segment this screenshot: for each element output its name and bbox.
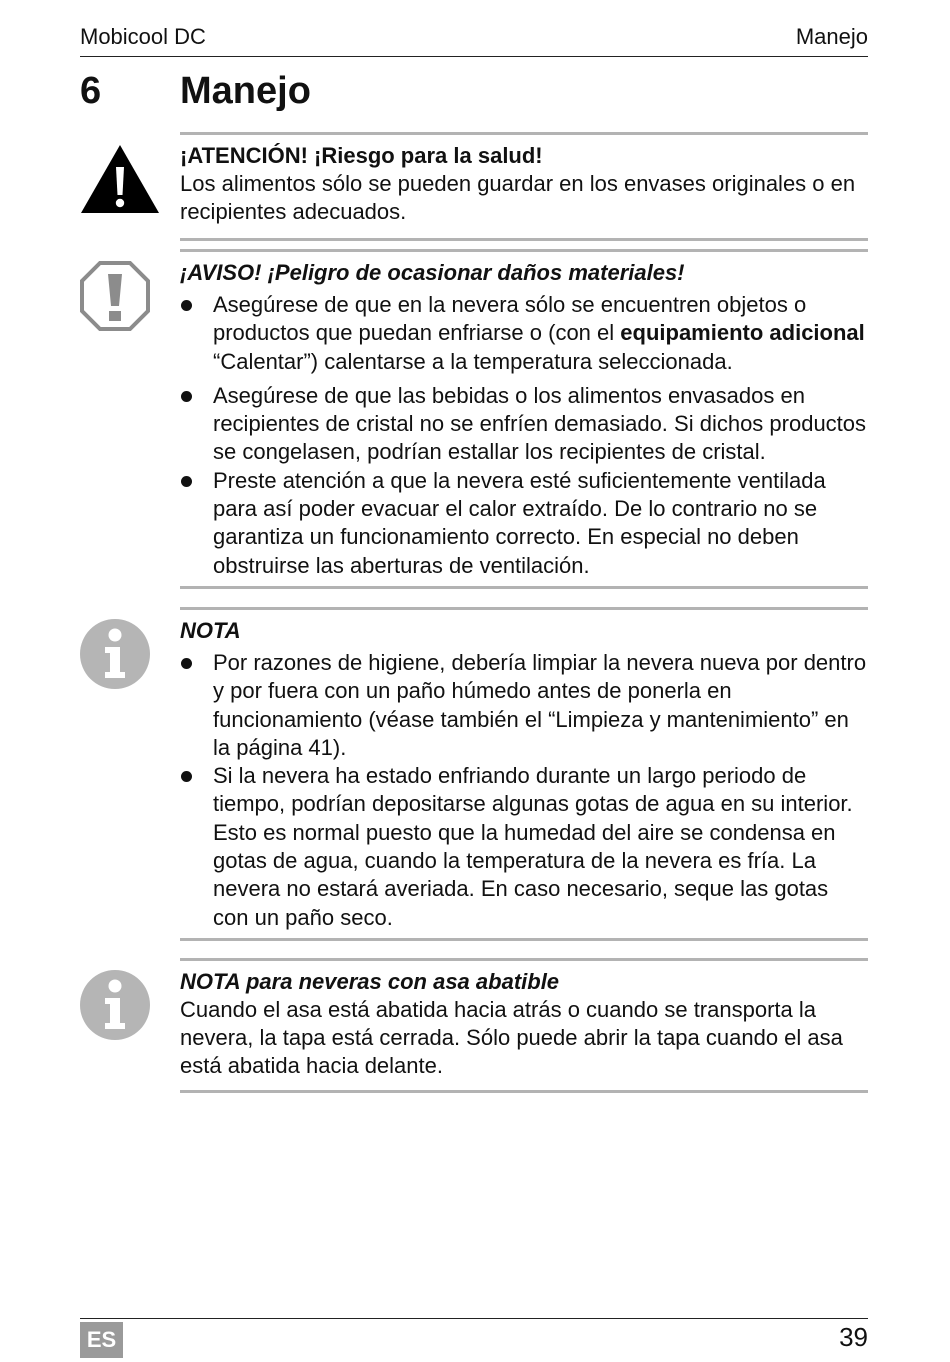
- list-item: [180, 649, 868, 762]
- notice-bottom-rule: [180, 238, 868, 241]
- aviso-title: ¡AVISO! ¡Peligro de ocasionar daños materiales!: [180, 260, 685, 285]
- notice-top-rule: [180, 607, 868, 610]
- attention-title: ¡ATENCIÓN! ¡Riesgo para la salud!: [180, 143, 543, 168]
- aviso-notice: [180, 249, 868, 589]
- header-product-name: Mobicool DC: [80, 24, 206, 49]
- item-text: “Calentar”) calentarse a la temperatura seleccionada.: [213, 348, 733, 374]
- footer-divider: [80, 1318, 868, 1319]
- item-text: Por razones de higiene, debería limpiar la nevera nueva por dentro y por fuera con un paño húmedo antes de ponerla en funcionamiento (véase también el “Limpieza y mantenimiento” en la página 41).: [213, 650, 867, 760]
- nota-asa-text: Cuando el asa está abatida hacia atrás o cuando se transporta la nevera, la tapa está cerrada. Sólo puede abrir la tapa cuando el asa está abatida hacia delante.: [180, 997, 843, 1078]
- notice-top-rule: [180, 132, 868, 135]
- notice-bottom-rule: [180, 586, 868, 589]
- list-item: [180, 382, 868, 467]
- nota-notice: [180, 607, 868, 941]
- nota-list: [180, 649, 868, 932]
- chapter-title: Manejo: [180, 70, 311, 112]
- header-divider: [80, 56, 868, 57]
- info-circle-icon: [79, 618, 151, 690]
- bullet-icon: [181, 658, 192, 669]
- nota-asa-title: NOTA para neveras con asa abatible: [180, 969, 560, 994]
- notice-bottom-rule: [180, 938, 868, 941]
- nota-title: NOTA: [180, 618, 241, 643]
- header-section-name: Manejo: [795, 24, 868, 49]
- item-emphasis: equipamiento adicional: [620, 320, 865, 346]
- attention-text: Los alimentos sólo se pueden guardar en los envases originales o en recipientes adecuados.: [180, 171, 856, 224]
- attention-notice: [180, 132, 868, 241]
- language-badge: ES: [80, 1322, 123, 1358]
- list-item: [180, 291, 868, 376]
- chapter-number: 6: [80, 70, 102, 112]
- page-number: 39: [839, 1322, 868, 1352]
- bullet-icon: [181, 771, 192, 782]
- item-text: Si la nevera ha estado enfriando durante un largo periodo de tiempo, podrían depositarse algunas gotas de agua en su interior. Esto es normal puesto que la humedad del aire se condensa en gotas de agua, cuando la temperatura de la nevera es fría. La nevera no estará averiada. En caso necesario, seque las gotas con un paño seco.: [213, 763, 853, 930]
- notice-bottom-rule: [180, 1090, 868, 1093]
- exclamation-octagon-icon: [79, 260, 151, 332]
- bullet-icon: [181, 391, 192, 402]
- item-text: Asegúrese de que las bebidas o los alimentos envasados en recipientes de cristal no se enfríen demasiado. Si dichos productos se congelasen, podrían estallar los recipientes de cristal.: [213, 382, 867, 465]
- aviso-list: [180, 291, 868, 580]
- notice-top-rule: [180, 958, 868, 961]
- bullet-icon: [181, 476, 192, 487]
- list-item: [180, 762, 868, 932]
- item-text: Asegúrese de que en la nevera sólo se encuentren objetos o productos que puedan enfriarse o (con el: [213, 292, 807, 346]
- info-circle-icon: [79, 969, 151, 1041]
- warning-triangle-icon: [79, 143, 161, 215]
- notice-top-rule: [180, 249, 868, 252]
- item-text: Preste atención a que la nevera esté suficientemente ventilada para así poder evacuar el calor extraído. De lo contrario no se garantiza un funcionamiento correcto. En especial no deben obstruirse las aberturas de ventilación.: [213, 467, 826, 578]
- bullet-icon: [181, 300, 192, 311]
- list-item: [180, 467, 868, 580]
- nota-asa-notice: [180, 958, 868, 1093]
